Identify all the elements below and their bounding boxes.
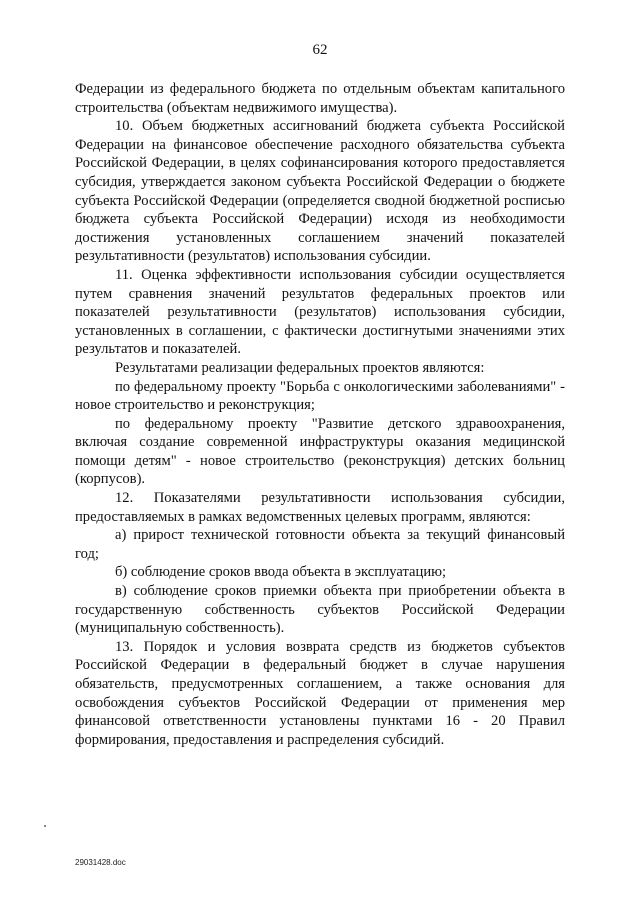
paragraph-item-10: 10. Объем бюджетных ассигнований бюджета субъекта Российской Федерации на финансовое обеспечение расходного обязательства субъекта Российской Федерации, в целях софинансирования которого предоставляется субсидия, утверждается законом субъекта Российской Федерации о бюджете субъекта Российской Федерации (определяется сводной бюджетной росписью бюджета субъекта Российской Федерации) исходя из необходимости достижения установленных соглашением значений показателей результативности (результатов) использования субсидии. (75, 118, 565, 265)
paragraph-item-12: 12. Показателями результативности использования субсидии, предоставляемых в рамках ведомственных целевых программ, являются: (75, 490, 565, 525)
paragraph-item-13: 13. Порядок и условия возврата средств из бюджетов субъектов Российской Федерации в федеральный бюджет в случае нарушения обязательств, предусмотренных соглашением, а также основания для освобождения субъектов Российской Федерации от применения мер финансовой ответственности установлены пунктами 16 - 20 Правил формирования, предоставления и распределения субсидий. (75, 638, 565, 748)
paragraph-results-intro: Результатами реализации федеральных проектов являются: (115, 359, 485, 376)
scan-speck (44, 825, 46, 827)
page-number: 62 (312, 42, 328, 58)
document-body (75, 80, 565, 749)
paragraph-item-11: 11. Оценка эффективности использования субсидии осуществляется путем сравнения значений результатов федеральных проектов или показателей результативности (результатов) использования субсидии, установленных в соглашении, с фактически достигнутыми значениями этих результатов и показателей. (75, 266, 565, 358)
paragraph-item-12b: б) соблюдение сроков ввода объекта в эксплуатацию; (115, 564, 447, 581)
paragraph-item-12c: в) соблюдение сроков приемки объекта при приобретении объекта в государственную собственность субъектов Российской Федерации (муниципальную собственность). (75, 583, 565, 637)
paragraph-continuation: Федерации из федерального бюджета по отдельным объектам капитального строительства (объектам недвижимого имущества). (75, 81, 565, 116)
paragraph-project-child-health: по федеральному проекту "Развитие детского здравоохранения, включая создание современной инфраструктуры оказания медицинской помощи детям" - новое строительство (реконструкция) детских больниц (корпусов). (75, 415, 565, 488)
paragraph-item-12a: а) прирост технической готовности объекта за текущий финансовый год; (75, 527, 565, 562)
paragraph-project-oncology: по федеральному проекту "Борьба с онкологическими заболеваниями" - новое строительство и реконструкция; (75, 378, 565, 414)
footer-file-code: 29031428.doc (75, 858, 126, 867)
